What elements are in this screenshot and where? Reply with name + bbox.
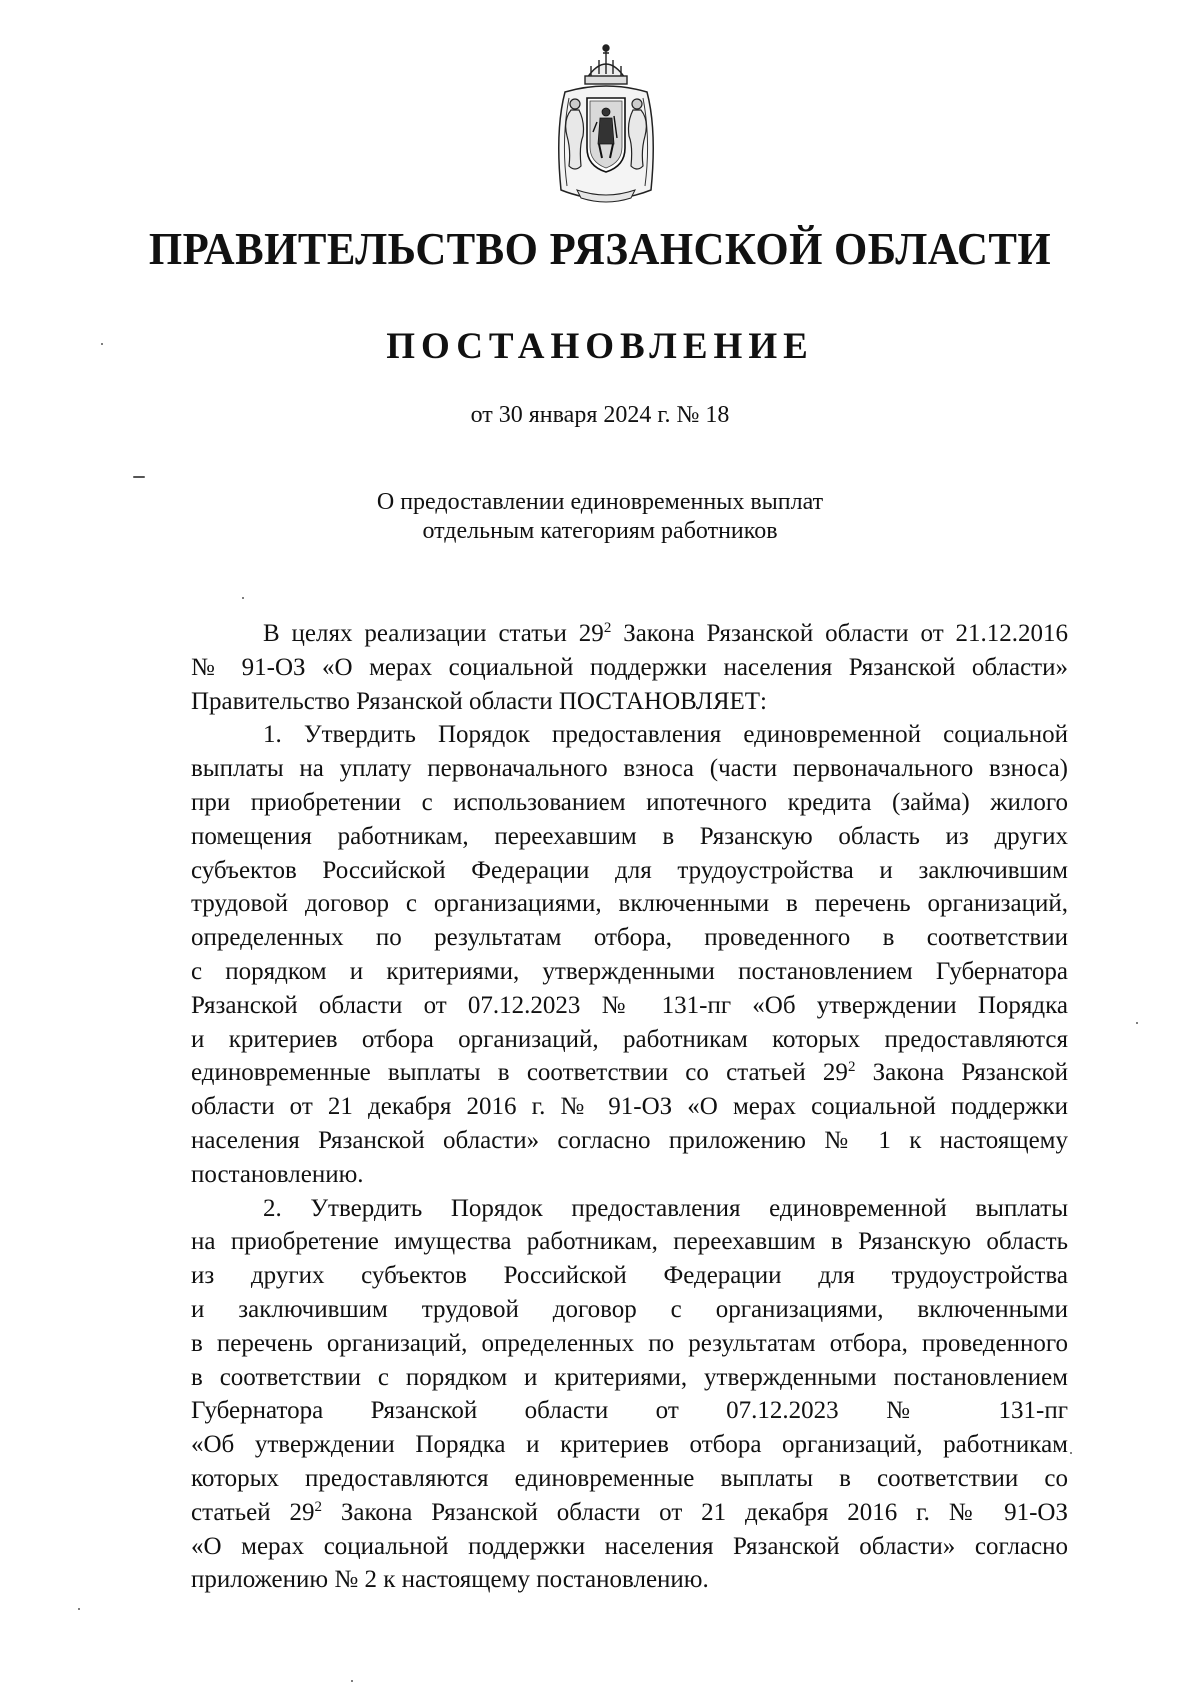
body-line: постановлению. (191, 1160, 364, 1188)
body-line: трудовой договор с организациями, включенными в перечень организаций, (191, 890, 1068, 918)
body-line: «О мерах социальной поддержки населения Рязанской области» согласно (191, 1532, 1068, 1560)
body-line: 1. Утвердить Порядок предоставления единовременной социальной (263, 721, 1068, 749)
organization-title: ПРАВИТЕЛЬСТВО РЯЗАНСКОЙ ОБЛАСТИ (148, 223, 1052, 274)
body-line: области от 21 декабря 2016 г. № 91-ОЗ «О мерах социальной поддержки (191, 1093, 1068, 1121)
subject-line: отдельным категориям работников (422, 518, 778, 544)
body-line: в перечень организаций, определенных по результатам отбора, проведенного (191, 1329, 1068, 1357)
body-line: Рязанской области от 07.12.2023 № 131-пг «Об утверждении Порядка (191, 991, 1068, 1019)
scan-speck (351, 1680, 353, 1682)
body-line: Правительство Рязанской области ПОСТАНОВЛЯЕТ: (191, 687, 767, 715)
intro-paragraph (191, 617, 1068, 718)
body-line: при приобретении с использованием ипотечного кредита (займа) жилого (191, 788, 1068, 816)
body-line: № 91-ОЗ «О мерах социальной поддержки населения Рязанской области» (191, 653, 1068, 681)
body-line: с порядком и критериями, утвержденными постановлением Губернатора (191, 957, 1068, 985)
body-line: определенных по результатам отбора, проведенного в соответствии (191, 924, 1068, 952)
body-line: и критериев отбора организаций, работникам которых предоставляются (191, 1025, 1068, 1053)
document-type: ПОСТАНОВЛЕНИЕ (386, 326, 814, 367)
scan-speck (1136, 1022, 1138, 1024)
paragraph-item-2 (191, 1192, 1068, 1598)
ryazan-coat-of-arms-icon (547, 40, 665, 208)
document-subject (0, 488, 1200, 546)
body-line: и заключившим трудовой договор с организациями, включенными (191, 1295, 1068, 1323)
body-line: выплаты на уплату первоначального взноса (части первоначального взноса) (191, 755, 1068, 783)
scan-speck (242, 597, 244, 599)
body-line: на приобретение имущества работникам, переехавшим в Рязанскую область (191, 1228, 1068, 1256)
scan-speck (133, 476, 145, 478)
scan-speck (101, 343, 103, 345)
paragraph-item-1 (191, 718, 1068, 1191)
scan-speck (78, 1608, 80, 1610)
document-body (191, 617, 1068, 1597)
body-line: «Об утверждении Порядка и критериев отбора организаций, работникам (191, 1431, 1068, 1459)
body-line: помещения работникам, переехавшим в Рязанскую область из других (191, 822, 1068, 850)
body-line: единовременные выплаты в соответствии со статьей $29^2$ Закона Рязанской (191, 1059, 1069, 1087)
body-line: Губернатора Рязанской области от 07.12.2023 № 131-пг (191, 1397, 1068, 1425)
body-line: населения Рязанской области» согласно приложению № 1 к настоящему (191, 1126, 1068, 1154)
body-line: 2. Утвердить Порядок предоставления единовременной выплаты (263, 1194, 1068, 1222)
body-line: В целях реализации статьи $29^2$ Закона Рязанской области от 21.12.2016 (263, 620, 1068, 647)
body-line: субъектов Российской Федерации для трудоустройства и заключившим (191, 856, 1068, 884)
scan-speck (1070, 1452, 1072, 1454)
body-line: из других субъектов Российской Федерации для трудоустройства (191, 1262, 1068, 1290)
body-line: приложению № 2 к настоящему постановлению. (191, 1566, 709, 1594)
body-line: в соответствии с порядком и критериями, утвержденными постановлением (191, 1363, 1068, 1391)
document-date-number: от 30 января 2024 г. № 18 (470, 402, 730, 428)
subject-line: О предоставлении единовременных выплат (376, 489, 824, 515)
body-line: статьей $29^2$ Закона Рязанской области от 21 декабря 2016 г. № 91-ОЗ (191, 1498, 1069, 1526)
body-line: которых предоставляются единовременные выплаты в соответствии со (191, 1464, 1068, 1492)
